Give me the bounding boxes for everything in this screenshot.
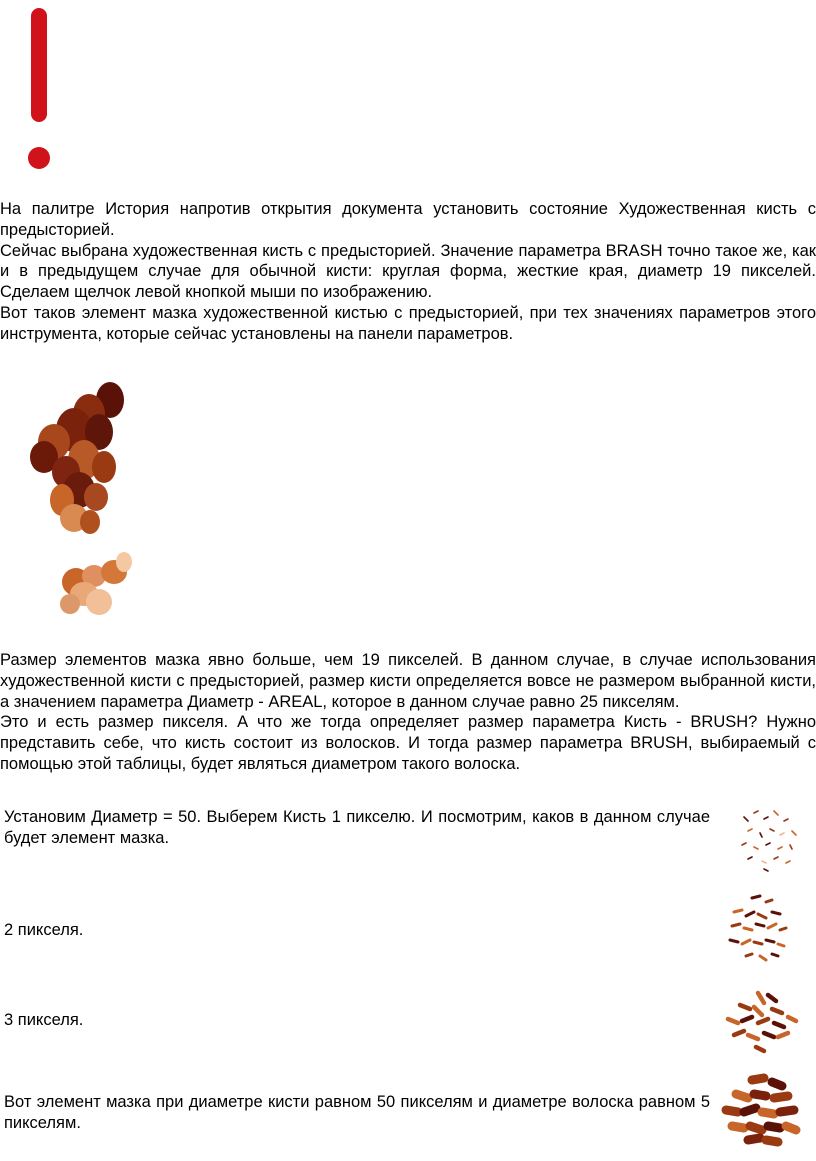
- brush-stroke-5px-icon: [716, 1068, 806, 1150]
- row-2-label: 2 пикселя.: [4, 921, 84, 939]
- intro-line-3: Вот таков элемент мазка художественной кистью с предысторией, при тех значениях параметров этого инструмента, которые сейчас установлены на панели параметров.: [0, 303, 816, 343]
- row-4-label: Вот элемент мазка при диаметре кисти равном 50 пикселям и диаметре волоска равном 5 пикселям.: [4, 1093, 710, 1132]
- row-4-text: [4, 1092, 710, 1134]
- explanation-line-2: Это и есть размер пикселя. А что же тогда определяет размер параметра Кисть - BRUSH? Нужно представить себе, что кисть состоит из волосков. И тогда размер параметра BRUSH, выбираемый с помощью этой таблицы, будет являться диаметром такого волоска.: [0, 713, 816, 773]
- brush-stroke-3px-icon: [718, 985, 802, 1057]
- row-1-text: [4, 807, 710, 849]
- explanation-line-1: Размер элементов мазка явно больше, чем 19 пикселей. В данном случае, в случае использования художественной кисти с предысторией, размер кисти определяется вовсе не размером выбранной кисти, а значением параметра Диаметр - AREAL, которое в данном случае равно 25 пикселям.: [0, 651, 816, 711]
- intro-line-2: Сейчас выбрана художественная кисть с предысторией. Значение параметра BRASH точно такое же, как и в предыдущем случае для обычной кисти: круглая форма, жесткие края, диаметр 19 пикселей. Сделаем щелчок левой кнопкой мыши по изображению.: [0, 241, 816, 302]
- brush-stroke-1px-icon: [734, 805, 802, 875]
- intro-line-1: На палитре История напротив открытия документа установить состояние Художественная кисть с предысторией.: [0, 200, 816, 239]
- history-brush-stroke-image: [14, 372, 144, 627]
- row-3-text: [4, 1010, 710, 1031]
- row-2-text: [4, 920, 710, 941]
- brush-stroke-2px-icon: [722, 890, 794, 970]
- row-1-label: Установим Диаметр = 50. Выберем Кисть 1 пикселю. И посмотрим, каков в данном случае будет элемент мазка.: [4, 808, 710, 847]
- row-3-label: 3 пикселя.: [4, 1011, 84, 1029]
- intro-paragraph: [0, 199, 816, 345]
- explanation-paragraph: [0, 650, 816, 775]
- exclamation-icon: [22, 6, 58, 174]
